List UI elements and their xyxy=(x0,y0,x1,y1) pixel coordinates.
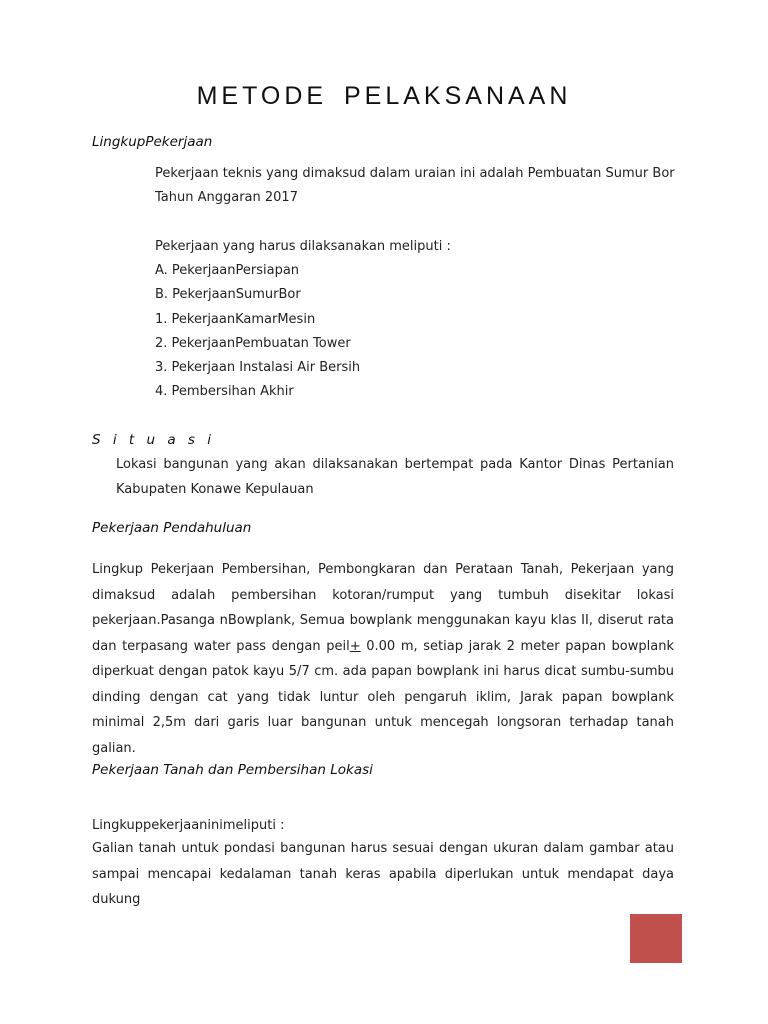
situasi-paragraph: Lokasi bangunan yang akan dilaksanakan bertempat pada Kantor Dinas Pertanian Kabupaten Konawe Kepulauan xyxy=(116,457,674,497)
tanah-intro: Lingkuppekerjaaninimeliputi : xyxy=(92,818,285,833)
section-heading-situasi: S i t u a s i xyxy=(92,432,215,448)
page-number-badge xyxy=(630,914,682,963)
pendahuluan-text-part-1: Lingkup Pekerjaan Pembersihan, Pembongkaran dan Perataan Tanah, Pekerjaan yang dimaksud adalah pembersihan kotoran/rumput yang tumbuh disekitar lokasi pekerjaan.Pasanga nBowplank, Semua bowplank menggunakan kayu klas II, diserut rata dan terpasang water pass dengan peil xyxy=(92,562,674,654)
pendahuluan-text-part-2: 0.00 m, setiap jarak 2 meter papan bowplank diperkuat dengan patok kayu 5/7 cm. ada papan bowplank ini harus dicat sumbu-sumbu dinding dengan cat yang tidak luntur oleh pengaruh iklim, Jarak papan bowplank minimal 2,5m dari garis luar bangunan untuk mencegah longsoran terhadap tanah galian. xyxy=(92,638,674,756)
list-item: B. PekerjaanSumurBor xyxy=(155,287,301,302)
section-heading-pendahuluan: Pekerjaan Pendahuluan xyxy=(92,520,252,536)
page-title: METODE PELAKSANAAN xyxy=(196,82,572,110)
list-intro: Pekerjaan yang harus dilaksanakan meliputi : xyxy=(155,239,451,254)
section-heading-lingkup: LingkupPekerjaan xyxy=(92,134,213,150)
list-item: 3. Pekerjaan Instalasi Air Bersih xyxy=(155,360,361,375)
plus-minus-symbol: + xyxy=(349,638,361,654)
list-item: A. PekerjaanPersiapan xyxy=(155,263,300,278)
scope-paragraph-line-1: Pekerjaan teknis yang dimaksud dalam uraian ini adalah Pembuatan Sumur Bor xyxy=(155,166,675,181)
tanah-paragraph: Galian tanah untuk pondasi bangunan harus sesuai dengan ukuran dalam gambar atau sampai mencapai kedalaman tanah keras apabila diperlukan untuk mendapat daya dukung xyxy=(92,841,674,907)
list-item: 2. PekerjaanPembuatan Tower xyxy=(155,336,351,351)
list-item: 4. Pembersihan Akhir xyxy=(155,384,294,399)
section-heading-tanah: Pekerjaan Tanah dan Pembersihan Lokasi xyxy=(92,762,373,778)
scope-paragraph-line-2: Tahun Anggaran 2017 xyxy=(155,190,298,205)
list-item: 1. PekerjaanKamarMesin xyxy=(155,312,316,327)
pendahuluan-paragraph xyxy=(92,557,674,761)
